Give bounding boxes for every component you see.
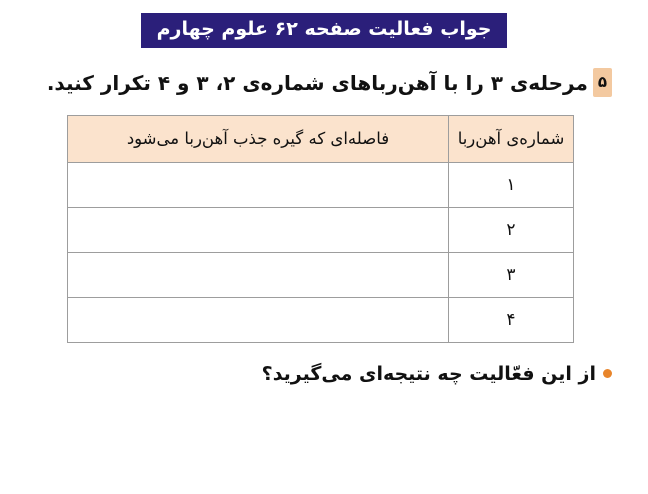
magnet-table-container bbox=[74, 115, 574, 343]
cell-magnet-number: ۳ bbox=[449, 252, 574, 297]
question-text: مرحله‌ی ۳ را با آهن‌رباهای شماره‌ی ۲، ۳ و ۴ تکرار کنید. bbox=[46, 70, 588, 95]
cell-distance-answer[interactable] bbox=[68, 252, 449, 297]
question-paragraph bbox=[36, 66, 612, 101]
question-number-badge: ۵ bbox=[593, 68, 612, 97]
cell-distance-answer[interactable] bbox=[68, 162, 449, 207]
table-row bbox=[68, 207, 574, 252]
table-header-row bbox=[68, 115, 574, 162]
cell-magnet-number: ۱ bbox=[449, 162, 574, 207]
column-header-distance: فاصله‌ای که گیره جذب آهن‌ربا می‌شود bbox=[68, 115, 449, 162]
table-row bbox=[68, 162, 574, 207]
cell-distance-answer[interactable] bbox=[68, 207, 449, 252]
conclusion-question bbox=[36, 363, 612, 385]
cell-distance-answer[interactable] bbox=[68, 297, 449, 342]
cell-magnet-number: ۲ bbox=[449, 207, 574, 252]
bullet-dot-icon bbox=[603, 369, 612, 378]
table-row bbox=[68, 297, 574, 342]
magnet-results-table bbox=[67, 115, 574, 343]
column-header-magnet-number: شماره‌ی آهن‌ربا bbox=[449, 115, 574, 162]
page-title: جواب فعالیت صفحه ۶۲ علوم چهارم bbox=[141, 13, 508, 48]
table-header bbox=[68, 115, 574, 162]
cell-magnet-number: ۴ bbox=[449, 297, 574, 342]
title-banner-container bbox=[0, 13, 648, 48]
conclusion-question-text: از این فعّالیت چه نتیجه‌ای می‌گیرید؟ bbox=[261, 362, 596, 385]
table-row bbox=[68, 252, 574, 297]
table-body bbox=[68, 162, 574, 342]
